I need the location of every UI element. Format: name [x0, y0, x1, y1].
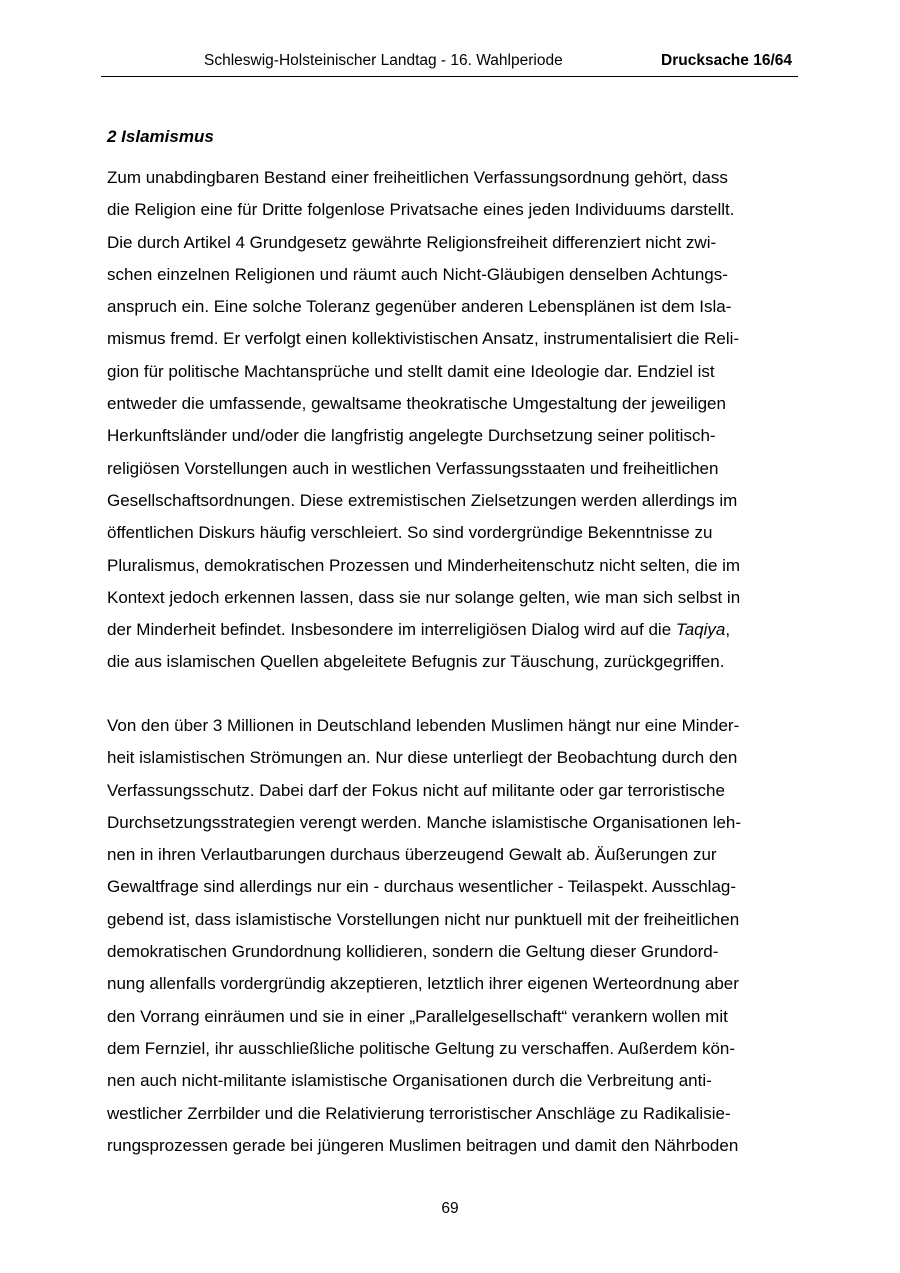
- paragraph-line: rungsprozessen gerade bei jüngeren Muslimen beitragen und damit den Nährboden: [107, 1135, 739, 1155]
- header-divider: [101, 76, 798, 77]
- paragraph-line: Von den über 3 Millionen in Deutschland lebenden Muslimen hängt nur eine Minder-: [107, 716, 740, 735]
- paragraph-line: Herkunftsländer und/oder die langfristig angelegte Durchsetzung seiner politisch-: [107, 426, 716, 446]
- line-text: der Minderheit befindet. Insbesondere im interreligiösen Dialog wird auf die: [107, 620, 676, 640]
- paragraph-line: [107, 614, 807, 646]
- paragraph-line: nung allenfalls vordergründig akzeptieren, letztlich ihrer eigenen Werteordnung aber: [107, 974, 739, 994]
- paragraph-line: Gewaltfrage sind allerdings nur ein - durchaus wesentlicher - Teilaspekt. Ausschlag-: [107, 877, 737, 897]
- paragraph-line: westlicher Zerrbilder und die Relativierung terroristischer Anschläge zu Radikalisie-: [107, 1103, 731, 1123]
- italic-term: Taqiya: [675, 620, 726, 640]
- paragraph-1: [107, 162, 807, 679]
- paragraph-line: die Religion eine für Dritte folgenlose Privatsache eines jeden Individuums darstellt.: [107, 200, 735, 220]
- page-number: 69: [441, 1200, 459, 1217]
- paragraph-line: Kontext jedoch erkennen lassen, dass sie nur solange gelten, wie man sich selbst in: [107, 587, 741, 607]
- section-heading: 2 Islamismus: [107, 127, 214, 146]
- line-text: ,: [725, 620, 731, 640]
- paragraph-line: demokratischen Grundordnung kollidieren, sondern die Geltung dieser Grundord-: [107, 942, 719, 962]
- paragraph-line: entweder die umfassende, gewaltsame theokratische Umgestaltung der jeweiligen: [107, 394, 726, 414]
- paragraph-line: dem Fernziel, ihr ausschließliche politische Geltung zu verschaffen. Außerdem kön-: [107, 1038, 736, 1058]
- paragraph-line: heit islamistischen Strömungen an. Nur diese unterliegt der Beobachtung durch den: [107, 748, 738, 768]
- header-document-number: Drucksache 16/64: [661, 52, 792, 69]
- paragraph-line: gebend ist, dass islamistische Vorstellungen nicht nur punktuell mit der freiheitlichen: [107, 909, 740, 929]
- paragraph-line: anspruch ein. Eine solche Toleranz gegenüber anderen Lebensplänen ist dem Isla-: [107, 297, 732, 317]
- paragraph-2: [107, 710, 807, 1162]
- paragraph-line: nen in ihren Verlautbarungen durchaus überzeugend Gewalt ab. Äußerungen zur: [107, 845, 717, 865]
- header-title: Schleswig-Holsteinischer Landtag - 16. Wahlperiode: [204, 52, 563, 69]
- page-header: [101, 52, 798, 74]
- paragraph-line: Gesellschaftsordnungen. Diese extremistischen Zielsetzungen werden allerdings im: [107, 490, 738, 510]
- paragraph-line: Zum unabdingbaren Bestand einer freiheitlichen Verfassungsordnung gehört, dass: [107, 168, 728, 187]
- paragraph-line: Die durch Artikel 4 Grundgesetz gewährte Religionsfreiheit differenziert nicht zwi-: [107, 232, 717, 252]
- paragraph-line: nen auch nicht-militante islamistische Organisationen durch die Verbreitung anti-: [107, 1071, 712, 1091]
- paragraph-line: schen einzelnen Religionen und räumt auch Nicht-Gläubigen denselben Achtungs-: [107, 264, 728, 284]
- paragraph-line: den Vorrang einräumen und sie in einer „Parallelgesellschaft“ verankern wollen mit: [107, 1006, 728, 1026]
- paragraph-line: öffentlichen Diskurs häufig verschleiert. So sind vordergründige Bekenntnisse zu: [107, 523, 713, 543]
- paragraph-line: die aus islamischen Quellen abgeleitete Befugnis zur Täuschung, zurückgegriffen.: [107, 652, 725, 672]
- paragraph-line: Pluralismus, demokratischen Prozessen und Minderheitenschutz nicht selten, die im: [107, 555, 741, 575]
- paragraph-line: Verfassungsschutz. Dabei darf der Fokus nicht auf militante oder gar terroristische: [107, 780, 725, 800]
- paragraph-line: mismus fremd. Er verfolgt einen kollektivistischen Ansatz, instrumentalisiert die Reli-: [107, 329, 740, 349]
- paragraph-line: religiösen Vorstellungen auch in westlichen Verfassungsstaaten und freiheitlichen: [107, 458, 719, 478]
- paragraph-line: gion für politische Machtansprüche und stellt damit eine Ideologie dar. Endziel ist: [107, 361, 715, 381]
- paragraph-line: Durchsetzungsstrategien verengt werden. Manche islamistische Organisationen leh-: [107, 812, 742, 832]
